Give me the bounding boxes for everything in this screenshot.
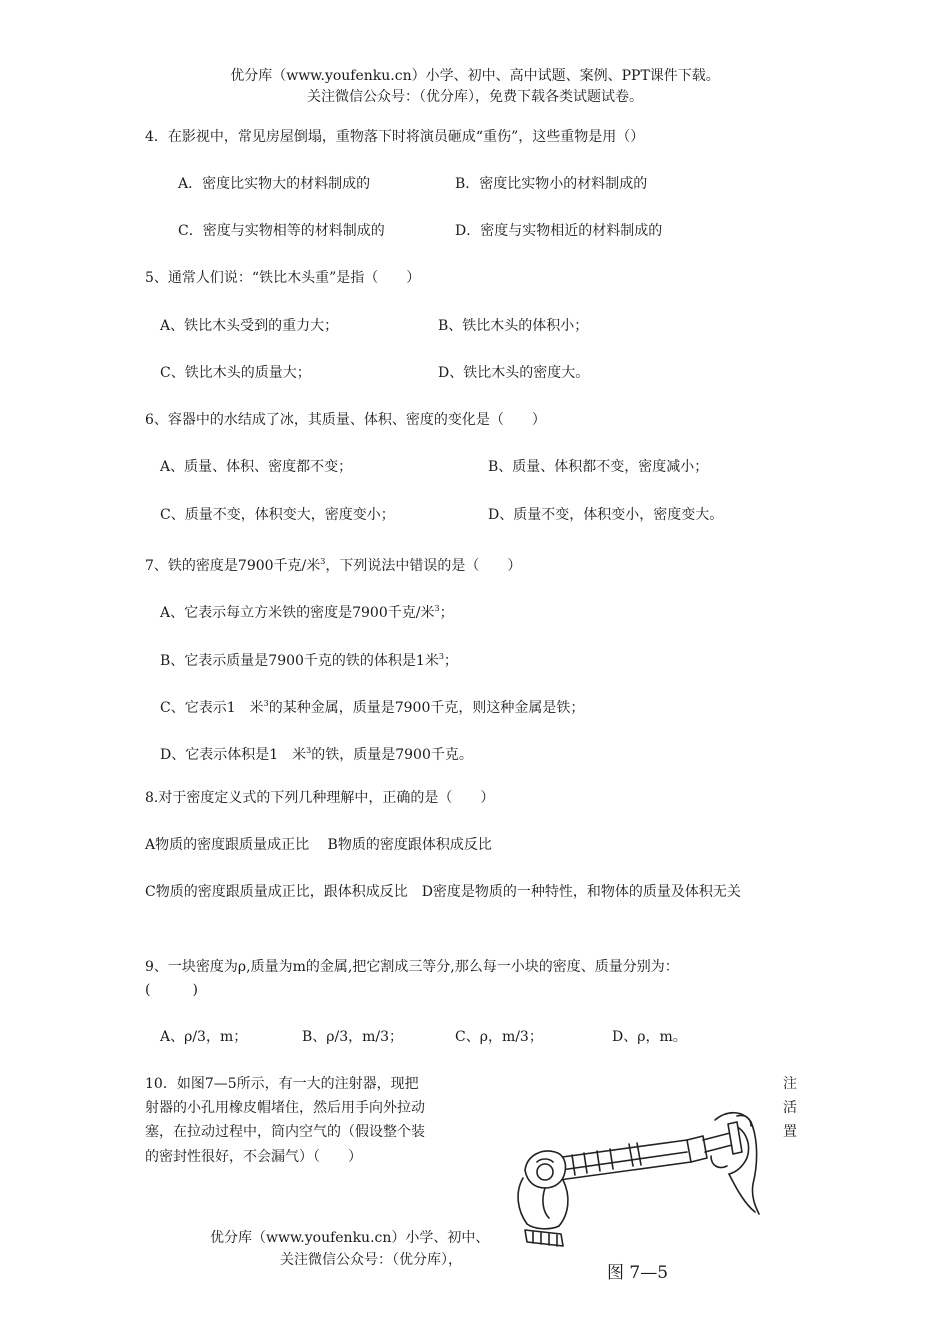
- q8-stem: 8.对于密度定义式的下列几种理解中，正确的是（ ）: [145, 790, 495, 806]
- q10-line-4: 的密封性很好，不会漏气）（ ）: [145, 1149, 362, 1165]
- figure-caption: 图 7—5: [607, 1263, 669, 1283]
- q7-option-d: D、它表示体积是1 米$^3$的铁，质量是7900千克。: [160, 746, 473, 763]
- syringe-illustration: [515, 1100, 760, 1260]
- q10-right-char-1: 注: [783, 1076, 797, 1092]
- footer-line-1: 优分库（www.youfenku.cn）小学、初中、: [210, 1230, 490, 1246]
- q7-stem: 7、铁的密度是7900千克/米$^3$，下列说法中错误的是（ ）: [145, 557, 522, 574]
- footer-line-2: 关注微信公众号：（优分库），: [280, 1252, 462, 1268]
- q7-option-a: A、它表示每立方米铁的密度是7900千克/米$^3$；: [160, 604, 454, 621]
- q10-right-char-3: 置: [783, 1124, 797, 1140]
- q8-options-ab: A物质的密度跟质量成正比 B物质的密度跟体积成反比: [145, 837, 492, 853]
- q5-stem: 5、通常人们说：“铁比木头重”是指（ ）: [145, 270, 421, 286]
- q9-option-d: D、ρ，m。: [612, 1029, 687, 1045]
- q5-option-a: A、铁比木头受到的重力大；: [160, 318, 339, 334]
- q4-option-a: A．密度比实物大的材料制成的: [178, 176, 371, 192]
- q5-option-d: D、铁比木头的密度大。: [438, 365, 590, 381]
- syringe-barrel: [555, 1136, 707, 1180]
- q6-option-c: C、质量不变，体积变大，密度变小；: [160, 507, 395, 523]
- q4-option-c: C．密度与实物相等的材料制成的: [178, 223, 385, 239]
- left-hand: [518, 1151, 568, 1246]
- syringe-plunger: [703, 1122, 742, 1154]
- q7-option-c: C、它表示1 米$^3$的某种金属，质量是7900千克，则这种金属是铁；: [160, 699, 585, 716]
- q9-option-a: A、ρ/3，m；: [160, 1029, 248, 1045]
- q10-line-3: 塞，在拉动过程中，筒内空气的（假设整个装: [145, 1124, 425, 1140]
- q6-option-b: B、质量、体积都不变，密度减小；: [488, 459, 709, 475]
- q7-option-b: B、它表示质量是7900千克的铁的体积是1米$^3$；: [160, 652, 458, 669]
- q9-answer-paren: ( ): [145, 982, 198, 998]
- q5-option-b: B、铁比木头的体积小；: [438, 318, 589, 334]
- q6-option-d: D、质量不变，体积变小，密度变大。: [488, 507, 724, 523]
- q5-option-c: C、铁比木头的质量大；: [160, 365, 311, 381]
- q9-option-c: C、ρ，m/3；: [455, 1029, 543, 1045]
- header-line-2: 关注微信公众号：（优分库），免费下载各类试题试卷。: [307, 89, 643, 105]
- q6-option-a: A、质量、体积、密度都不变；: [160, 459, 353, 475]
- q8-options-cd: C物质的密度跟质量成正比，跟体积成反比 D密度是物质的一种特性，和物体的质量及体积无关: [145, 884, 741, 900]
- header-line-1: 优分库（www.youfenku.cn）小学、初中、高中试题、案例、PPT课件下载。: [230, 68, 720, 84]
- q10-right-char-2: 活: [783, 1100, 797, 1116]
- q4-stem: 4．在影视中，常见房屋倒塌，重物落下时将演员砸成“重伤”，这些重物是用（）: [145, 129, 645, 145]
- q4-option-b: B．密度比实物小的材料制成的: [455, 176, 648, 192]
- q6-stem: 6、容器中的水结成了冰，其质量、体积、密度的变化是（ ）: [145, 412, 546, 428]
- q10-line-2: 射器的小孔用橡皮帽堵住，然后用手向外拉动: [145, 1100, 425, 1116]
- q9-option-b: B、ρ/3，m/3；: [302, 1029, 404, 1045]
- q9-stem: 9、一块密度为ρ,质量为m的金属,把它割成三等分,那么每一小块的密度、质量分别为：: [145, 959, 679, 975]
- q10-line-1: 10．如图7—5所示，有一大的注射器，现把: [145, 1076, 419, 1092]
- q4-option-d: D．密度与实物相近的材料制成的: [455, 223, 663, 239]
